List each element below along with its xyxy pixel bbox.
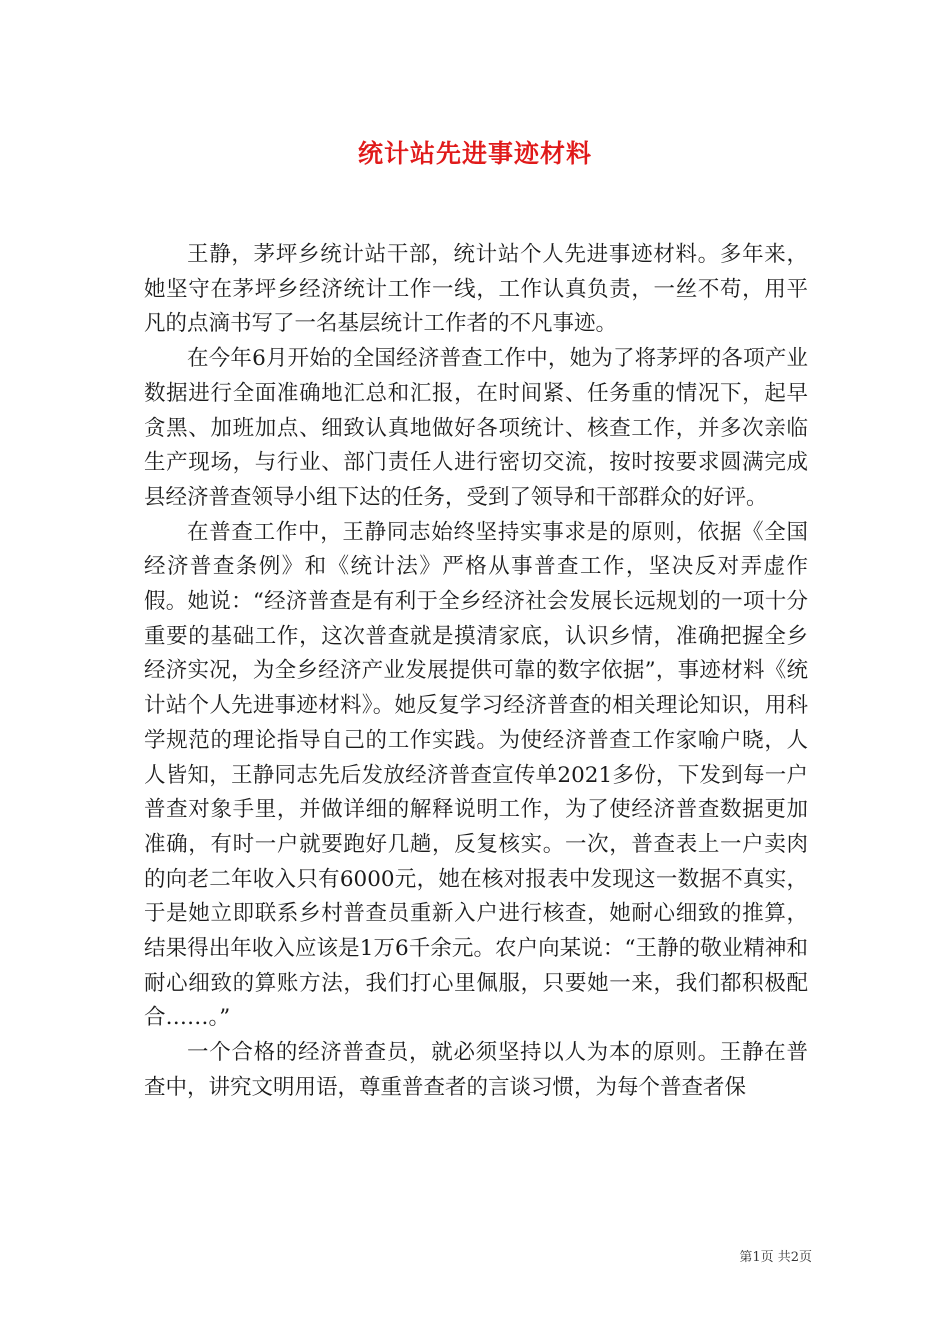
paragraph: 王静，茅坪乡统计站干部，统计站个人先进事迹材料。多年来，她坚守在茅坪乡经济统计工作一线，工作认真负责，一丝不苟，用平凡的点滴书写了一名基层统计工作者的不凡事迹。 <box>144 242 808 337</box>
paragraph: 一个合格的经济普查员，就必须坚持以人为本的原则。王静在普查中，讲究文明用语，尊重普查者的言谈习惯，为每个普查者保 <box>144 1040 808 1100</box>
paragraph: 在今年6月开始的全国经济普查工作中，她为了将茅坪的各项产业数据进行全面准确地汇总和汇报，在时间紧、任务重的情况下，起早贪黑、加班加点、细致认真地做好各项统计、核查工作，并多次亲临生产现场，与行业、部门责任人进行密切交流，按时按要求圆满完成县经济普查领导小组下达的任务，受到了领导和干部群众的好评。 <box>144 346 808 510</box>
document-body <box>144 238 808 1106</box>
page-title: 统计站先进事迹材料 <box>357 139 592 168</box>
page-number: 第1页 共2页 <box>739 1250 812 1265</box>
paragraph: 在普查工作中，王静同志始终坚持实事求是的原则，依据《全国经济普查条例》和《统计法》严格从事普查工作，坚决反对弄虚作假。她说：“经济普查是有利于全乡经济社会发展长远规划的一项十分重要的基础工作，这次普查就是摸清家底，认识乡情，准确把握全乡经济实况，为全乡经济产业发展提供可靠的数字依据”，事迹材料《统计站个人先进事迹材料》。她反复学习经济普查的相关理论知识，用科学规范的理论指导自己的工作实践。为使经济普查工作家喻户晓，人人皆知，王静同志先后发放经济普查宣传单2021多份，下发到每一户普查对象手里，并做详细的解释说明工作，为了使经济普查数据更加准确，有时一户就要跑好几趟，反复核实。一次，普查表上一户卖肉的向老二年收入只有6000元，她在核对报表中发现这一数据不真实，于是她立即联系乡村普查员重新入户进行核查，她耐心细致的推算，结果得出年收入应该是1万6千余元。农户向某说：“王静的敬业精神和耐心细致的算账方法，我们打心里佩服，只要她一来，我们都积极配合……。” <box>144 519 808 1031</box>
